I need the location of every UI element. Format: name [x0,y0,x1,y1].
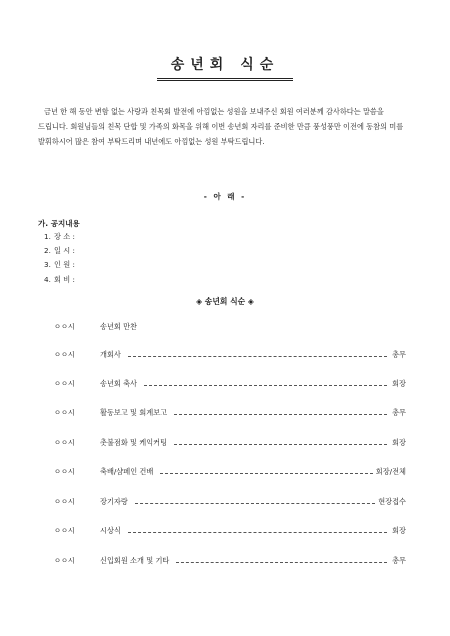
notice-item-label: 장 소 : [54,232,75,241]
schedule-role: 총무 [392,408,406,417]
schedule-time: ㅇㅇ시 [54,526,75,535]
schedule-time: ㅇㅇ시 [54,379,75,388]
schedule-time: ㅇㅇ시 [54,408,75,417]
dotted-leader [128,356,387,357]
schedule-time: ㅇㅇ시 [54,438,75,447]
schedule-role: 회장 [392,526,406,535]
schedule-name: 촛불점화 및 케익커팅 [100,438,168,447]
schedule-time: ㅇㅇ시 [54,467,75,476]
schedule-time: ㅇㅇ시 [54,497,75,506]
dotted-leader [174,444,387,445]
dotted-leader [135,503,375,504]
center-mark: - 아 래 - [203,192,247,201]
document-title: 송년회 식순 [157,54,294,81]
schedule-name: 개회사 [100,350,121,359]
schedule-item [54,524,406,538]
schedule-title: ◈ 송년회 식순 ◈ [196,297,254,306]
schedule-time: ㅇㅇ시 [54,350,75,359]
intro-paragraph: 금년 한 해 동안 변함 없는 사랑과 친목회 발전에 아낌없는 성원을 보내주신 회원 여러분께 감사하다는 말씀을 드립니다. 회원님들의 친목 단합 및 가족의 화목을 위해 이번 송년회 자리를 준비한 만큼 풍성풍만 이전에 동참의 미를 발휘하시어 많은 참여 부탁드리며 내년에도 아낌없는 성원 부탁드립니다. [38,107,404,146]
notice-item-number: 1. [44,232,51,241]
schedule-item [54,465,406,479]
schedule-time: ㅇㅇ시 [54,556,75,565]
schedule-name: 활동보고 및 회계보고 [100,408,168,417]
notice-item [44,230,75,244]
schedule-name: 축배/샴페인 건배 [100,467,154,476]
notice-item [44,258,75,272]
schedule-item [54,320,406,334]
notice-item-label: 회 비 : [54,274,75,284]
schedule-name: 신입회원 소개 및 기타 [100,556,170,565]
notice-item-label: 인 원 : [54,260,75,270]
dotted-leader [174,414,387,415]
notice-item-number: 4. [44,274,51,284]
schedule-role: 회장 [392,438,406,447]
schedule-item [54,436,406,450]
dotted-leader [176,562,387,563]
schedule-name: 송년회 축사 [100,379,138,388]
schedule-time: ㅇㅇ시 [54,322,75,331]
schedule-role: 현장접수 [378,497,406,506]
notice-item [44,244,75,258]
schedule-item [54,554,406,568]
dotted-leader [144,385,387,386]
notice-item-number: 3. [44,260,51,270]
schedule-name: 송년회 만찬 [100,322,138,331]
notice-item-label: 일 시 : [54,246,75,256]
notice-list [44,230,75,287]
schedule-name: 장기자랑 [100,497,128,506]
schedule-role: 총무 [392,556,406,565]
notice-item-number: 2. [44,246,51,256]
dotted-leader [128,532,387,533]
dotted-leader [160,473,372,474]
schedule-item [54,377,406,391]
notice-heading: 가. 공지내용 [38,219,80,228]
schedule-role: 회장/전체 [375,467,406,476]
schedule-role: 총무 [392,350,406,359]
schedule-item [54,495,406,509]
title-wrap [0,54,450,81]
notice-item [44,273,75,287]
schedule-name: 시상식 [100,526,121,535]
schedule-item [54,406,406,420]
schedule-role: 회장 [392,379,406,388]
schedule-item [54,348,406,362]
